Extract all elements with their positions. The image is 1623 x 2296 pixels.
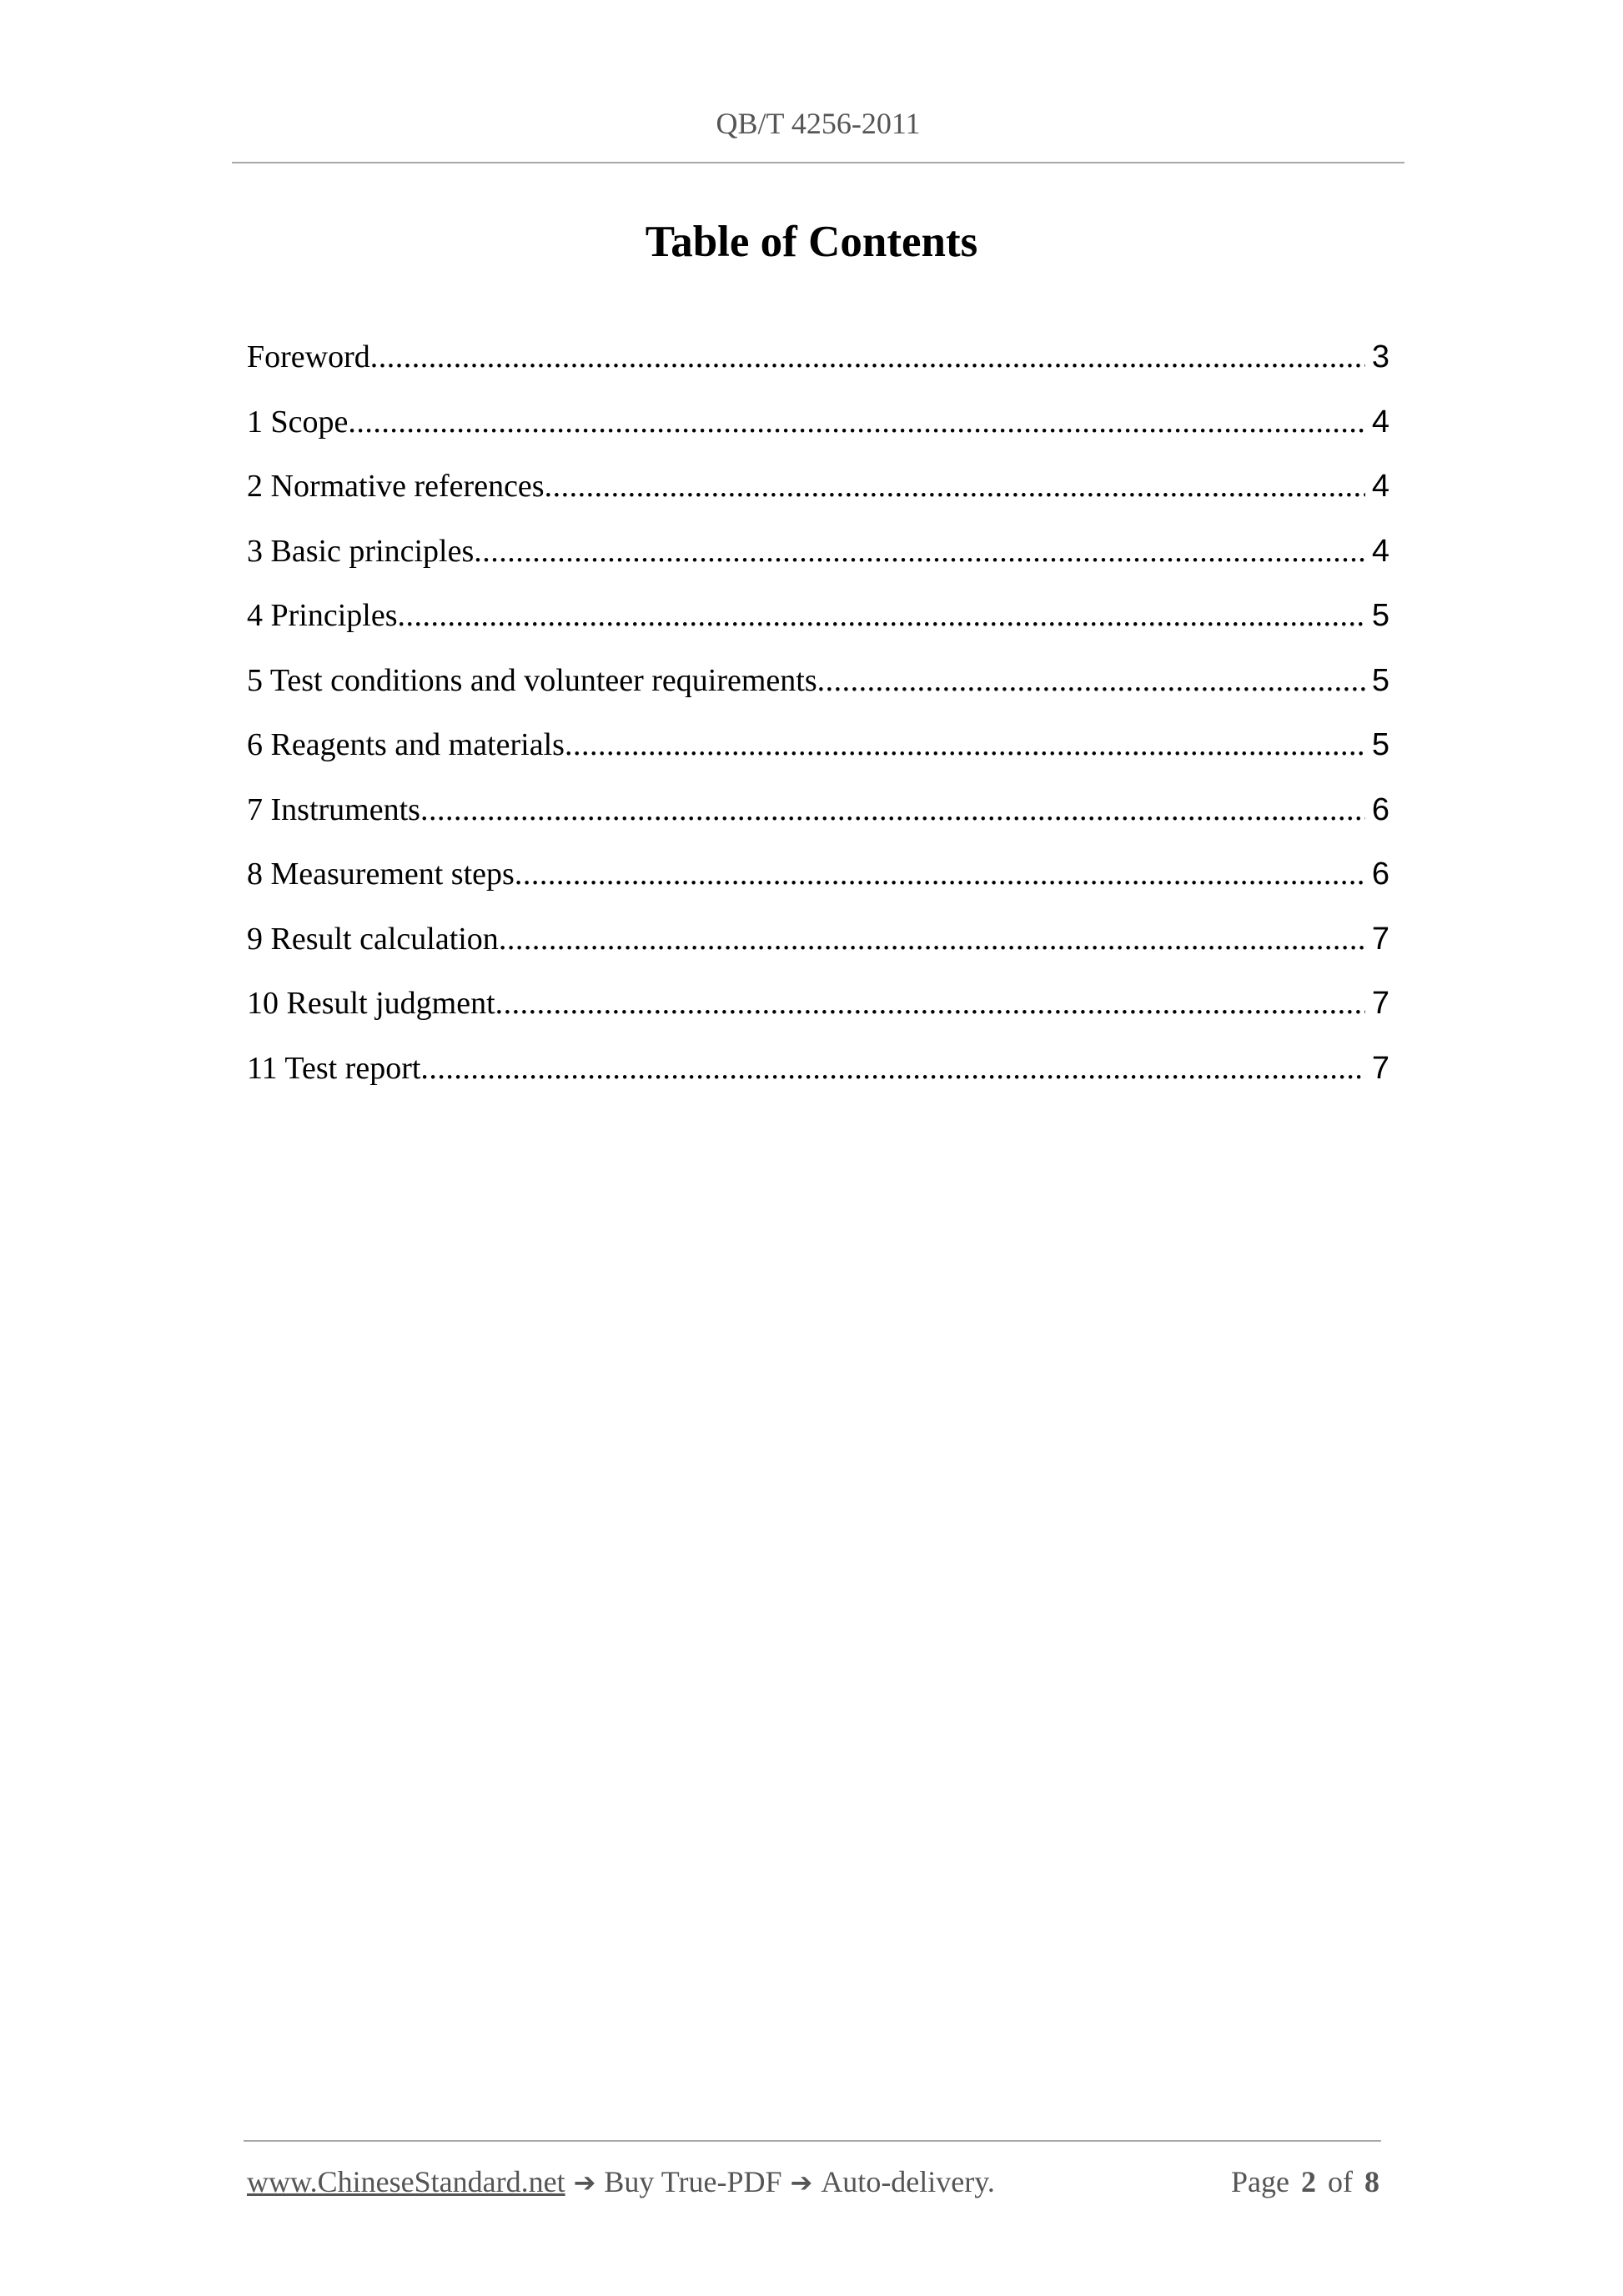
toc-entry-result-judgment[interactable] (247, 978, 1389, 1043)
current-page-number: 2 (1301, 2165, 1316, 2198)
toc-entry-label: 5 Test conditions and volunteer requirements (247, 662, 817, 698)
toc-dot-leader (348, 397, 1364, 447)
footer-divider (244, 2140, 1381, 2142)
toc-entry-measurement-steps[interactable] (247, 849, 1389, 914)
toc-list (247, 332, 1389, 1108)
header-divider (232, 162, 1404, 163)
toc-entry-test-report[interactable] (247, 1043, 1389, 1108)
buy-true-pdf-text: Buy True-PDF (604, 2165, 782, 2198)
toc-entry-label: 7 Instruments (247, 791, 420, 827)
toc-entry-label: 11 Test report (247, 1050, 421, 1086)
right-arrow-icon: ➔ (790, 2167, 813, 2198)
footer-promo (247, 2163, 995, 2201)
auto-delivery-text: Auto-delivery. (821, 2165, 995, 2198)
toc-entry-page: 3 (1371, 339, 1389, 374)
toc-dot-leader (515, 849, 1365, 899)
toc-entry-basic-principles[interactable] (247, 526, 1389, 591)
right-arrow-icon: ➔ (573, 2167, 596, 2198)
toc-dot-leader (420, 1043, 1364, 1093)
toc-entry-label: 2 Normative references (247, 469, 545, 504)
toc-entry-page: 4 (1371, 469, 1389, 504)
toc-dot-leader (474, 526, 1365, 576)
toc-dot-leader (370, 332, 1365, 382)
of-word: of (1328, 2165, 1353, 2198)
toc-dot-leader (495, 978, 1365, 1028)
toc-entry-page: 6 (1371, 857, 1389, 892)
toc-entry-page: 5 (1371, 598, 1389, 633)
toc-entry-normative-references[interactable] (247, 461, 1389, 526)
document-header-code: QB/T 4256-2011 (716, 107, 921, 140)
toc-entry-principles[interactable] (247, 590, 1389, 656)
toc-title: Table of Contents (645, 218, 978, 266)
toc-entry-reagents-materials[interactable] (247, 720, 1389, 785)
toc-dot-leader (499, 914, 1365, 964)
toc-dot-leader (817, 656, 1365, 706)
page-indicator (1231, 2163, 1379, 2200)
toc-entry-label: 9 Result calculation (247, 921, 499, 957)
toc-entry-foreword[interactable] (247, 332, 1389, 397)
toc-dot-leader (397, 590, 1364, 641)
toc-entry-label: 3 Basic principles (247, 533, 475, 569)
toc-dot-leader (545, 461, 1365, 511)
toc-entry-test-conditions[interactable] (247, 656, 1389, 721)
toc-dot-leader (420, 785, 1365, 835)
toc-entry-label: 4 Principles (247, 598, 398, 633)
page-word: Page (1231, 2165, 1289, 2198)
toc-entry-scope[interactable] (247, 397, 1389, 462)
toc-entry-page: 4 (1371, 404, 1389, 440)
toc-entry-page: 5 (1371, 727, 1389, 762)
toc-entry-page: 5 (1371, 662, 1389, 698)
toc-entry-page: 6 (1371, 791, 1389, 827)
toc-entry-label: 10 Result judgment (247, 986, 495, 1021)
total-pages-number: 8 (1364, 2165, 1379, 2198)
toc-entry-page: 4 (1371, 533, 1389, 569)
toc-entry-page: 7 (1371, 986, 1389, 1021)
site-link[interactable]: www.ChineseStandard.net (247, 2165, 565, 2198)
toc-entry-instruments[interactable] (247, 785, 1389, 850)
toc-dot-leader (565, 720, 1365, 770)
toc-entry-page: 7 (1371, 921, 1389, 957)
toc-entry-result-calculation[interactable] (247, 914, 1389, 979)
toc-entry-label: 8 Measurement steps (247, 857, 515, 892)
toc-entry-page: 7 (1371, 1050, 1389, 1086)
toc-entry-label: Foreword (247, 339, 370, 374)
toc-entry-label: 1 Scope (247, 404, 349, 440)
toc-entry-label: 6 Reagents and materials (247, 727, 565, 762)
